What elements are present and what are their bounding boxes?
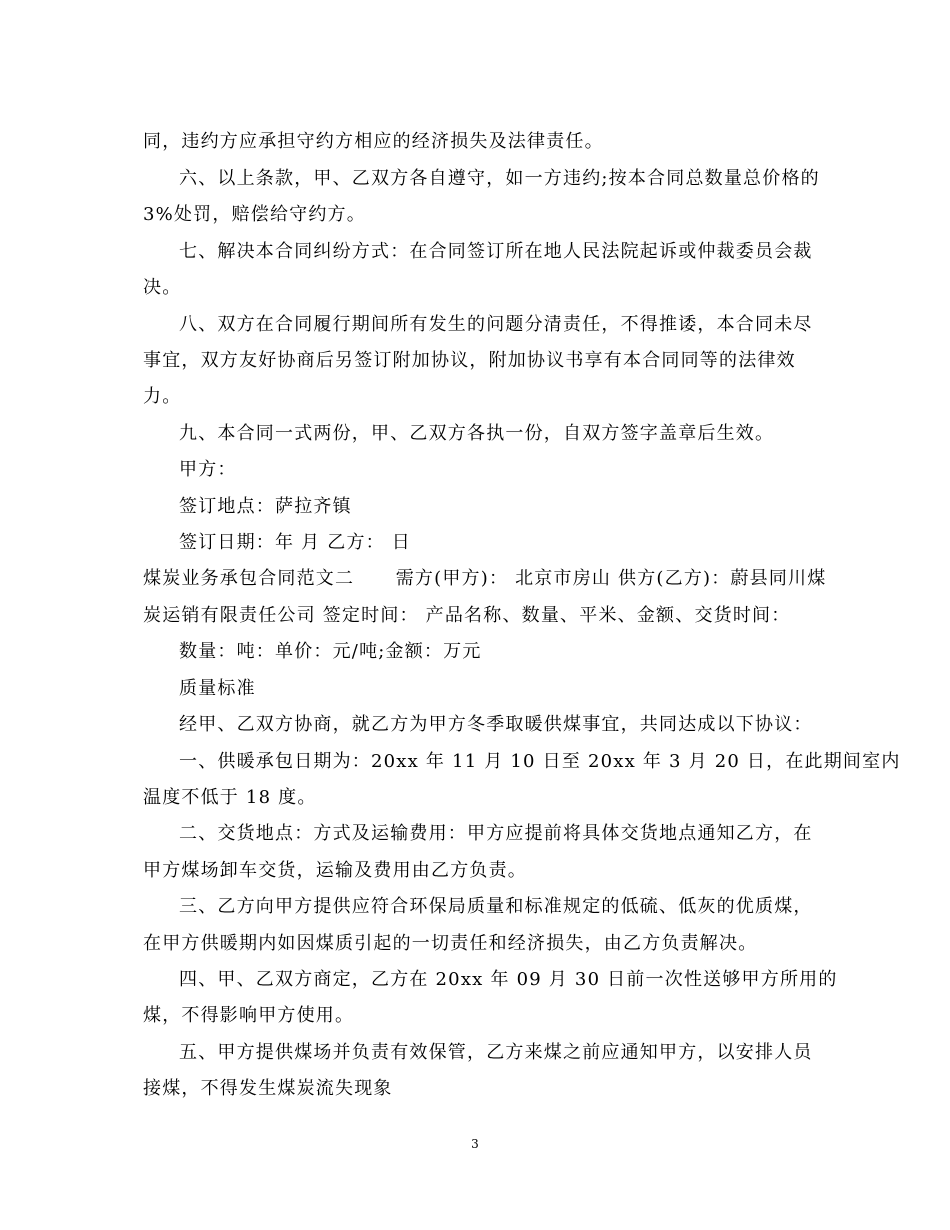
text-line: 在甲方供暖期内如因煤质引起的一切责任和经济损失，由乙方负责解决。 — [143, 933, 758, 954]
text-line: 三、乙方向甲方提供应符合环保局质量和标准规定的低硫、低灰的优质煤， — [179, 896, 813, 917]
text-line: 六、以上条款，甲、乙双方各自遵守，如一方违约;按本合同总数量总价格的 — [179, 168, 820, 189]
text-line: 九、本合同一式两份，甲、乙双方各执一份，自双方签字盖章后生效。 — [179, 423, 775, 444]
text-line: 五、甲方提供煤场并负责有效保管，乙方来煤之前应通知甲方，以安排人员 — [179, 1042, 813, 1063]
text-line: 煤炭业务承包合同范文二 需方(甲方)： 北京市房山 供方(乙方)：蔚县同川煤 — [143, 568, 827, 589]
text-line: 数量：吨：单价：元/吨;金额：万元 — [179, 641, 482, 662]
text-line: 炭运销有限责任公司 签定时间： 产品名称、数量、平米、金额、交货时间： — [143, 605, 791, 626]
text-line: 经甲、乙双方协商，就乙方为甲方冬季取暖供煤事宜，共同达成以下协议： — [179, 714, 813, 735]
text-line: 签订日期：年 月 乙方： 日 — [179, 532, 411, 553]
text-line: 甲方： — [179, 459, 237, 480]
text-line: 事宜，双方友好协商后另签订附加协议，附加协议书享有本合同同等的法律效 — [143, 350, 796, 371]
text-line: 七、解决本合同纠纷方式：在合同签订所在地人民法院起诉或仲裁委员会裁 — [179, 241, 813, 262]
text-line: 接煤，不得发生煤炭流失现象 — [143, 1078, 393, 1099]
text-line: 一、供暖承包日期为：20xx 年 11 月 10 日至 20xx 年 3 月 20 日，在此期间室内 — [179, 751, 901, 772]
text-line: 同，违约方应承担守约方相应的经济损失及法律责任。 — [143, 131, 604, 152]
text-line: 甲方煤场卸车交货，运输及费用由乙方负责。 — [143, 860, 527, 881]
text-line: 质量标准 — [179, 678, 256, 699]
text-line: 四、甲、乙双方商定，乙方在 20xx 年 09 月 30 日前一次性送够甲方所用的 — [179, 969, 838, 990]
text-line: 3%处罚，赔偿给守约方。 — [143, 204, 366, 225]
text-line: 力。 — [143, 386, 182, 407]
text-line: 决。 — [143, 277, 182, 298]
text-line: 煤，不得影响甲方使用。 — [143, 1005, 355, 1026]
text-line: 签订地点：萨拉齐镇 — [179, 496, 352, 517]
text-line: 八、双方在合同履行期间所有发生的问题分清责任，不得推诿，本合同未尽 — [179, 314, 813, 335]
text-line: 二、交货地点：方式及运输费用：甲方应提前将具体交货地点通知乙方，在 — [179, 823, 813, 844]
text-line: 温度不低于 18 度。 — [143, 787, 317, 808]
page-number: 3 — [471, 1137, 479, 1151]
